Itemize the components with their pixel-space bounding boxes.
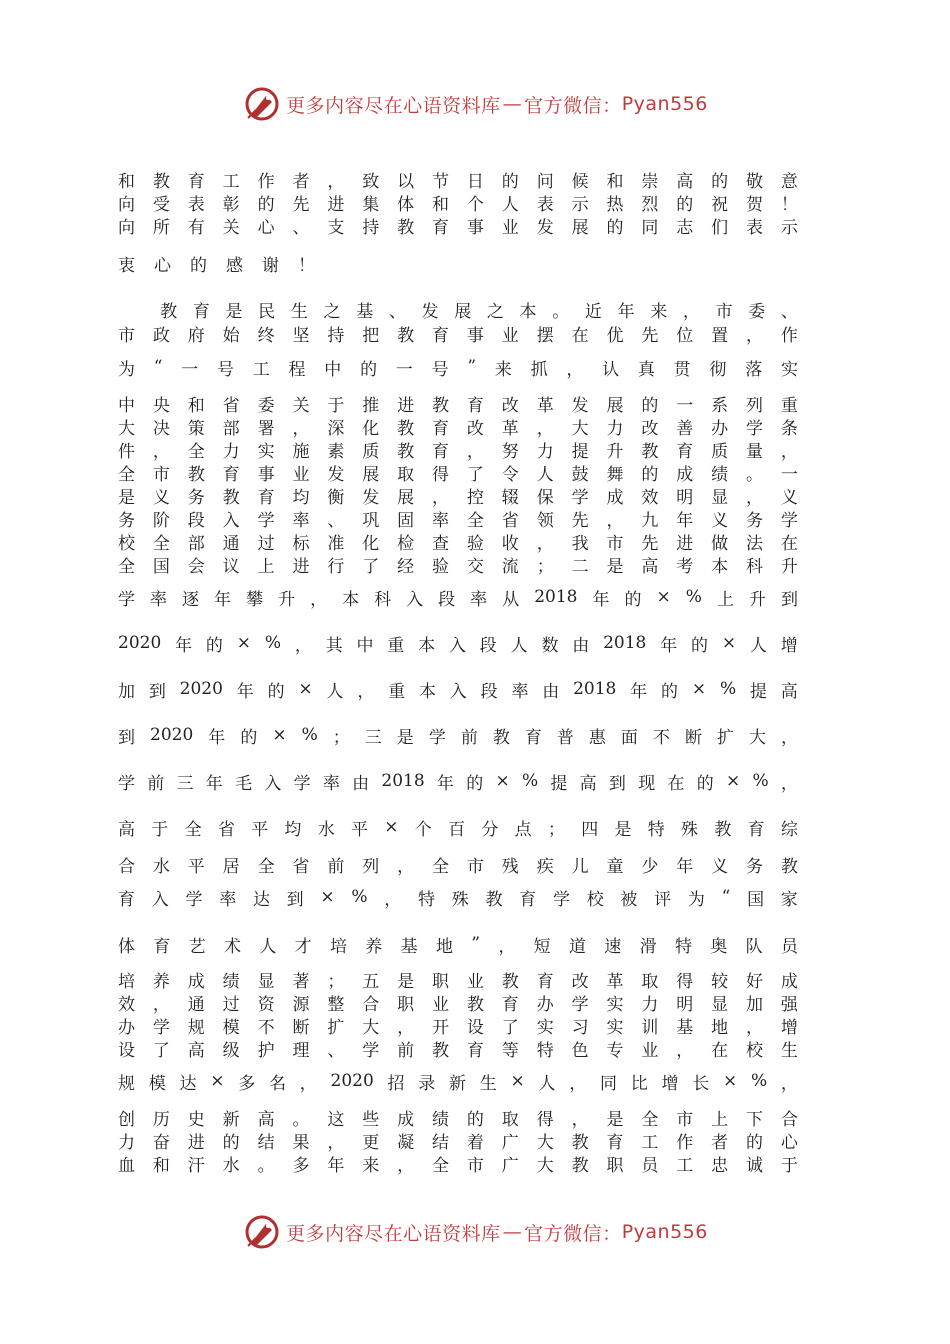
banner-handle: Pyan556 [621,93,708,115]
banner-label: 官方微信： [524,94,622,117]
text-line: 教 育 是 民 生 之 基 、 发 展 之 本 。 近 年 来 ， 市 委 、 [160,301,798,322]
text-line: 衷 心 的 感 谢 ！ [118,255,315,276]
text-line: 学 率 逐 年 攀 升 ， 本 科 入 段 率 从 2018 年 的 × % 上 升 到 [118,587,798,610]
banner-text: 更多内容尽在心语资料库 [286,94,501,117]
text-line: 效 ， 通 过 资 源 整 合 职 业 教 育 办 学 实 力 明 显 加 强 [118,994,798,1015]
text-line: 市 政 府 始 终 坚 持 把 教 育 事 业 摆 在 优 先 位 置 ， 作 [118,325,798,346]
banner-separator: — [502,93,523,115]
pen-nib-seal-icon [242,84,282,124]
text-line: 大 决 策 部 署 ， 深 化 教 育 改 革 ， 大 力 改 善 办 学 条 [118,418,798,439]
text-line: 血 和 汗 水 。 多 年 来 ， 全 市 广 大 教 职 员 工 忠 诚 于 [118,1155,798,1176]
text-line: 2020 年 的 × % ， 其 中 重 本 入 段 人 数 由 2018 年 的 × 人 增 [118,633,798,656]
text-line: 规 模 达 × 多 名 ， 2020 招 录 新 生 × 人 ， 同 比 增 长 × % ， [118,1071,798,1094]
banner-label: 官方微信： [524,1222,622,1245]
text-line: 和 教 育 工 作 者 ， 致 以 节 日 的 问 候 和 崇 高 的 敬 意 [118,171,798,192]
text-line: 创 历 史 新 高 。 这 些 成 绩 的 取 得 ， 是 全 市 上 下 合 [118,1109,798,1130]
text-line: 全 国 会 议 上 进 行 了 经 验 交 流 ； 二 是 高 考 本 科 升 [118,556,798,577]
text-line: 向 所 有 关 心 、 支 持 教 育 事 业 发 展 的 同 志 们 表 示 [118,217,798,238]
text-line: 为 “ 一 号 工 程 中 的 一 号 ” 来 抓 ， 认 真 贯 彻 落 实 [118,357,798,380]
text-line: 加 到 2020 年 的 × 人 ， 重 本 入 段 率 由 2018 年 的 × % 提 高 [118,679,798,702]
text-line: 设 了 高 级 护 理 、 学 前 教 育 等 特 色 专 业 ， 在 校 生 [118,1040,798,1061]
text-line: 是 义 务 教 育 均 衡 发 展 ， 控 辍 保 学 成 效 明 显 ， 义 [118,487,798,508]
text-line: 育 入 学 率 达 到 × % ， 特 殊 教 育 学 校 被 评 为 “ 国 家 [118,887,798,910]
footer-watermark-banner [0,1210,950,1254]
banner-separator: — [502,1221,523,1243]
text-line: 到 2020 年 的 × % ； 三 是 学 前 教 育 普 惠 面 不 断 扩 大 ， [118,725,798,748]
text-line: 全 市 教 育 事 业 发 展 取 得 了 令 人 鼓 舞 的 成 绩 。 一 [118,464,798,485]
header-watermark-banner [0,82,950,126]
pen-nib-seal-icon [242,1212,282,1252]
text-line: 合 水 平 居 全 省 前 列 ， 全 市 残 疾 儿 童 少 年 义 务 教 [118,856,798,877]
banner-text: 更多内容尽在心语资料库 [286,1222,501,1245]
text-line: 办 学 规 模 不 断 扩 大 ， 开 设 了 实 习 实 训 基 地 ， 增 [118,1017,798,1038]
text-line: 务 阶 段 入 学 率 、 巩 固 率 全 省 领 先 ， 九 年 义 务 学 [118,510,798,531]
text-line: 学 前 三 年 毛 入 学 率 由 2018 年 的 × % 提 高 到 现 在 的 × % ， [118,771,798,794]
text-line: 向 受 表 彰 的 先 进 集 体 和 个 人 表 示 热 烈 的 祝 贺 ！ [118,194,798,215]
text-line: 体 育 艺 术 人 才 培 养 基 地 ” ， 短 道 速 滑 特 奥 队 员 [118,934,798,957]
text-line: 校 全 部 通 过 标 准 化 检 查 验 收 ， 我 市 先 进 做 法 在 [118,533,798,554]
text-line: 培 养 成 绩 显 著 ； 五 是 职 业 教 育 改 革 取 得 较 好 成 [118,971,798,992]
text-line: 件 ， 全 力 实 施 素 质 教 育 ， 努 力 提 升 教 育 质 量 ， [118,441,798,462]
text-line: 中 央 和 省 委 关 于 推 进 教 育 改 革 发 展 的 一 系 列 重 [118,395,798,416]
text-line: 力 奋 进 的 结 果 ， 更 凝 结 着 广 大 教 育 工 作 者 的 心 [118,1132,798,1153]
text-line: 高 于 全 省 平 均 水 平 × 个 百 分 点 ； 四 是 特 殊 教 育 综 [118,817,798,840]
banner-handle: Pyan556 [621,1221,708,1243]
